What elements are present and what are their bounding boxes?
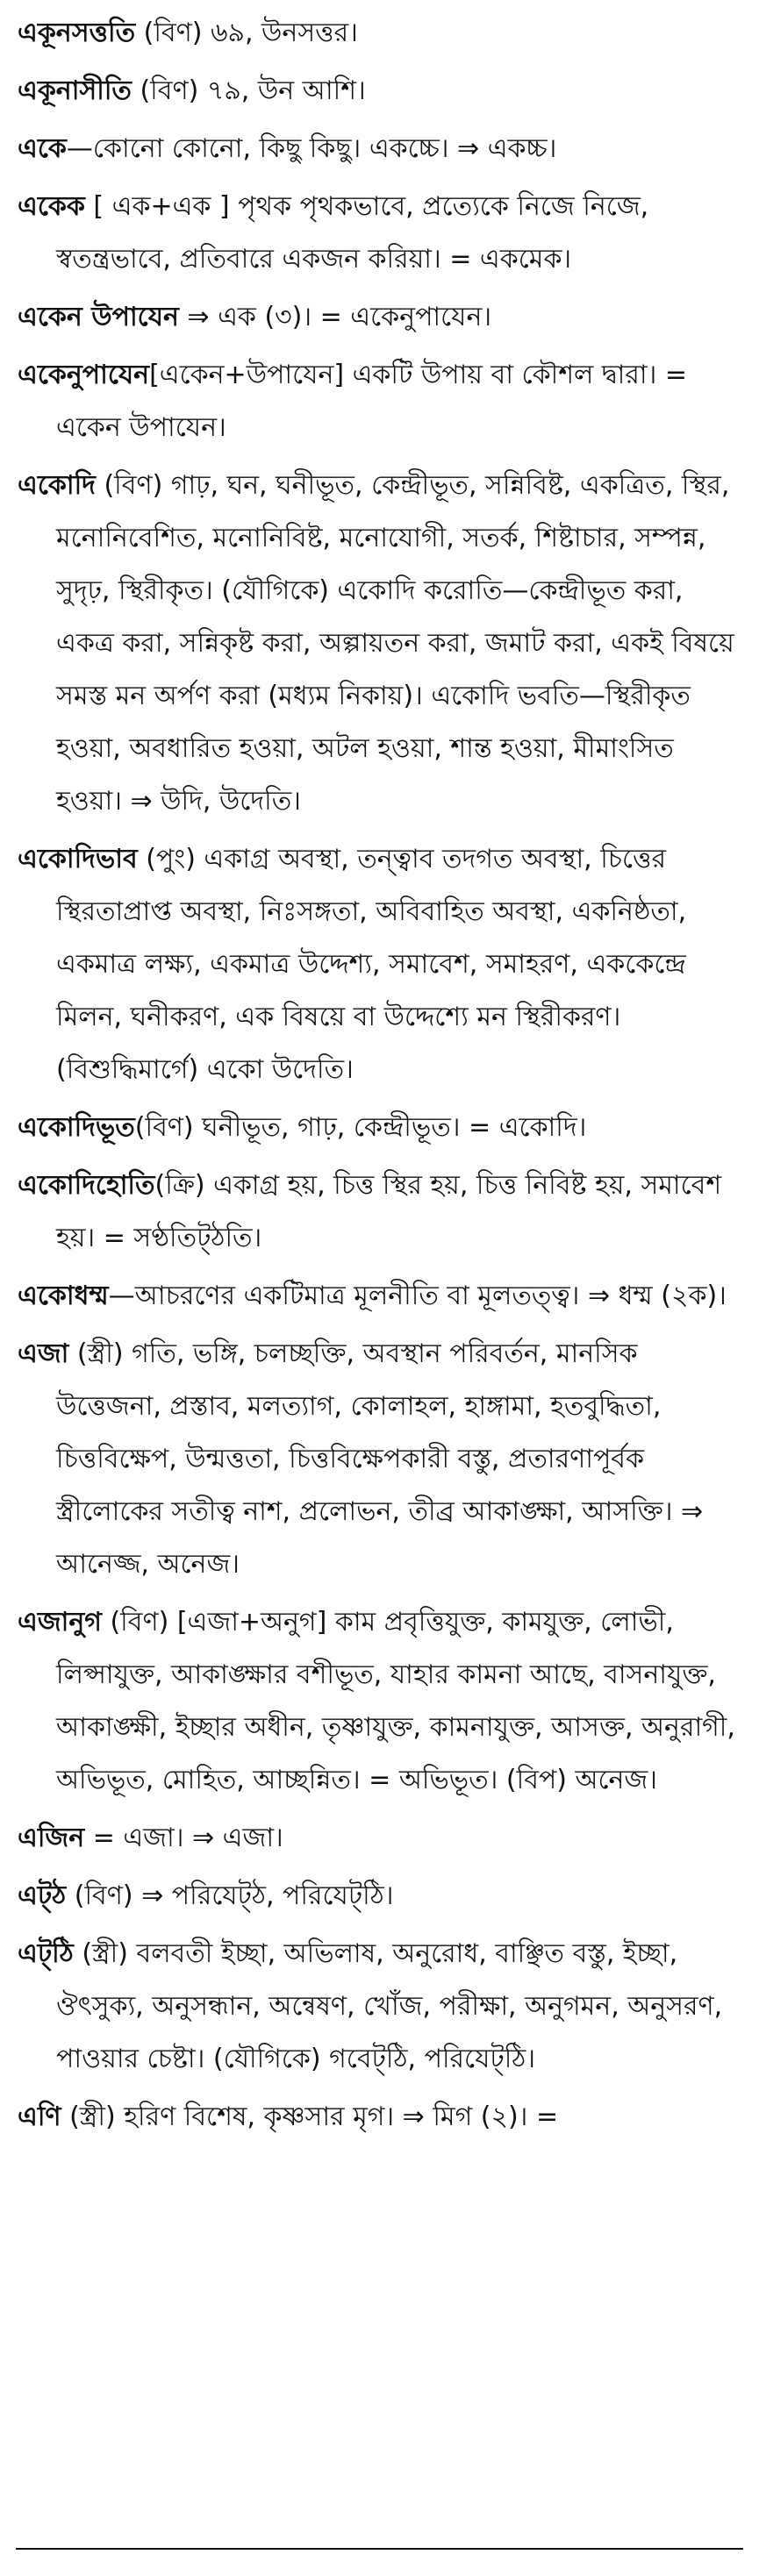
- entry: [18, 460, 738, 828]
- headword: এজিন: [18, 1823, 85, 1853]
- definition: ⇒ এক (৩)। = একেনুপাযেন।: [178, 302, 492, 332]
- entry: [18, 833, 738, 1096]
- entry: [18, 1102, 738, 1154]
- definition: (বিণ) ৬৯, উনসত্তর।: [135, 18, 358, 48]
- definition: (বিণ) ৭৯, উন আশি।: [131, 75, 366, 106]
- headword: একোদি: [18, 470, 96, 501]
- entry: [18, 2091, 738, 2144]
- headword: এজা: [18, 1338, 69, 1369]
- definition: (বিণ) ঘনীভূত, গাঢ়, কেন্দ্রীভূত। = একোদি।: [134, 1112, 587, 1143]
- entry: [18, 1270, 738, 1323]
- entry: [18, 1928, 738, 2086]
- entry: [18, 123, 738, 175]
- definition: (বিণ) গাঢ়, ঘন, ঘনীভূত, কেন্দ্রীভূত, সন্নিবিষ্ট, একত্রিত, স্থির, মনোনিবেশিত, মনোনিবিষ্ট, মনোযোগী, সতর্ক, শিষ্টাচার, সম্পন্ন, সুদৃঢ়, স্থিরীকৃত। (যৌগিকে) একোদি করোতি—কেন্দ্রীভূত করা, একত্র করা, সন্নিকৃষ্ট করা, অল্পায়তন করা, জমাট করা, একই বিষয়ে সমস্ত মন অর্পণ করা (মধ্যম নিকায়)। একোদি ভবতি—স্থিরীকৃত হওয়া, অবধারিত হওয়া, অটল হওয়া, শান্ত হওয়া, মীমাংসিত হওয়া। ⇒ উদি, উদেতি।: [56, 470, 734, 817]
- definition: [ এক+এক ] পৃথক পৃথকভাবে, প্রত্যেকে নিজে নিজে, স্বতন্ত্রভাবে, প্রতিবারে একজন করিয়া। = একমেক।: [56, 191, 649, 275]
- entry-list: [18, 7, 738, 2144]
- definition: [একেন+উপাযেন] একটি উপায় বা কৌশল দ্বারা। = একেন উপাযেন।: [56, 360, 687, 443]
- entry: [18, 1328, 738, 1591]
- entry: [18, 1812, 738, 1865]
- bottom-rule: [16, 2548, 743, 2550]
- entry: [18, 1870, 738, 1923]
- definition: (স্ত্রী) বলবতী ইচ্ছা, অভিলাষ, অনুরোধ, বাঞ্ছিত বস্তু, ইচ্ছা, ঔৎসুক্য, অনুসন্ধান, অন্বেষণ, খোঁজ, পরীক্ষা, অনুগমন, অনুসরণ, পাওয়ার চেষ্টা। (যৌগিকে) গবেট্‌ঠি, পরিযেট্‌ঠি।: [56, 1938, 723, 2074]
- definition: (স্ত্রী) হরিণ বিশেষ, কৃষ্ণসার মৃগ। ⇒ মিগ (২)। =: [61, 2101, 559, 2132]
- headword: একোদিভাব: [18, 844, 138, 874]
- definition: = এজা। ⇒ এজা।: [84, 1823, 283, 1853]
- definition: (বিণ) [এজা+অনুগ] কাম প্রবৃত্তিযুক্ত, কামযুক্ত, লোভী, লিপ্সাযুক্ত, আকাঙ্ক্ষার বশীভূত, যাহার কামনা আছে, বাসনাযুক্ত, আকাঙ্ক্ষী, ইচ্ছার অধীন, তৃষ্ণাযুক্ত, কামনাযুক্ত, আসক্ত, অনুরাগী, অভিভূত, মোহিত, আচ্ছন্নিত। = অভিভূত। (বিপ) অনেজ।: [56, 1607, 735, 1795]
- entry: [18, 181, 738, 286]
- headword: এজানুগ: [18, 1607, 102, 1638]
- headword: একেনুপাযেন: [18, 360, 150, 390]
- definition: (ক্রি) একাগ্র হয়, চিত্ত স্থির হয়, চিত্ত নিবিষ্ট হয়, সমাবেশ হয়। = সণ্ঠতিট্ঠতি।: [56, 1170, 722, 1253]
- headword: একেন উপাযেন: [18, 302, 179, 332]
- headword: এট্‌ঠ: [18, 1880, 67, 1911]
- headword: একেক: [18, 191, 85, 222]
- definition: (স্ত্রী) গতি, ভঙ্গি, চলচ্ছক্তি, অবস্থান পরিবর্তন, মানসিক উত্তেজনা, প্রস্তাব, মলত্যাগ, কোলাহল, হাঙ্গামা, হতবুদ্ধিতা, চিত্তবিক্ষেপ, উন্মত্ততা, চিত্তবিক্ষেপকারী বস্তু, প্রতারণাপূর্বক স্ত্রীলোকের সতীত্ব নাশ, প্রলোভন, তীব্র আকাঙ্ক্ষা, আসক্তি। ⇒ আনেজ্জ, অনেজ।: [56, 1338, 704, 1580]
- entry: [18, 1596, 738, 1807]
- entry: [18, 349, 738, 454]
- headword: একে: [18, 133, 67, 164]
- headword: একোধম্ম: [18, 1281, 109, 1311]
- headword: একূনসত্ততি: [18, 18, 136, 48]
- headword: এণি: [18, 2101, 61, 2132]
- definition: —কোনো কোনো, কিছু কিছু। একচ্চে। ⇒ একচ্চ।: [66, 133, 557, 164]
- entry: [18, 7, 738, 60]
- entry: [18, 1160, 738, 1265]
- definition: —আচরণের একটিমাত্র মূলনীতি বা মূলতত্ত্ব। ⇒ ধম্ম (২ক)।: [108, 1281, 727, 1311]
- entry: [18, 65, 738, 118]
- headword: একোদিভূত: [18, 1112, 135, 1143]
- definition: (পুং) একাগ্র অবস্থা, তন্ত্বাব তদগত অবস্থা, চিত্তের স্থিরতাপ্রাপ্ত অবস্থা, নিঃসঙ্গতা, অবিবাহিত অবস্থা, একনিষ্ঠতা, একমাত্র লক্ষ্য, একমাত্র উদ্দেশ্য, সমাবেশ, সমাহরণ, এককেন্দ্রে মিলন, ঘনীকরণ, এক বিষয়ে বা উদ্দেশ্যে মন স্থিরীকরণ। (বিশুদ্ধিমার্গে) একো উদেতি।: [56, 844, 687, 1085]
- headword: একূনাসীতি: [18, 75, 132, 106]
- headword: একোদিহোতি: [18, 1170, 155, 1201]
- entry: [18, 291, 738, 344]
- headword: এট্‌ঠি: [18, 1938, 74, 1969]
- definition: (বিণ) ⇒ পরিযেট্‌ঠ, পরিযেট্‌ঠি।: [66, 1880, 394, 1911]
